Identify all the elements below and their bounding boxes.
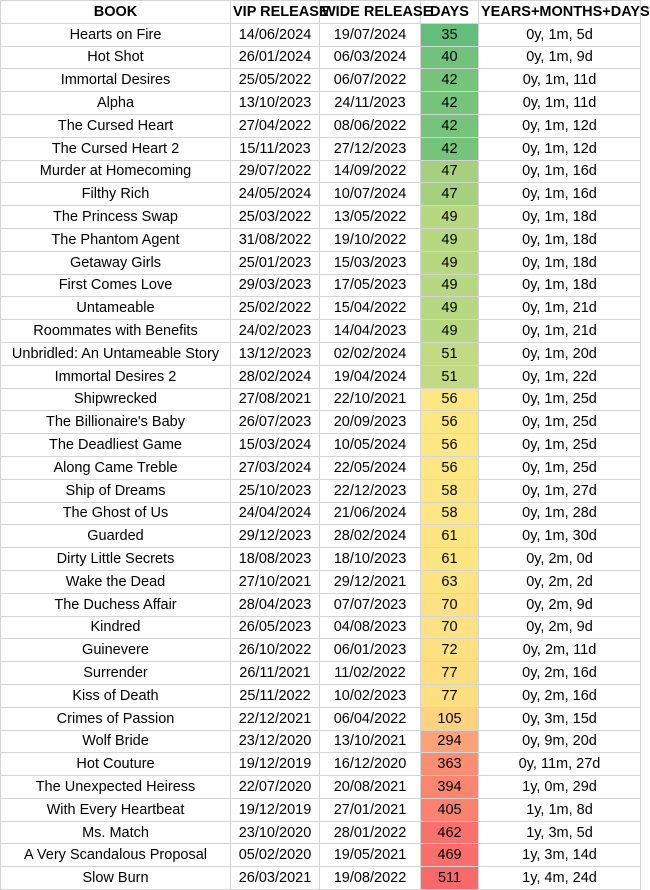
cell-wide-release[interactable]: 20/08/2021 [320, 776, 421, 799]
header-days[interactable]: DAYS [421, 1, 479, 24]
cell-years-months-days[interactable]: 0y, 1m, 16d [479, 160, 641, 183]
cell-years-months-days[interactable]: 0y, 1m, 18d [479, 206, 641, 229]
cell-vip-release[interactable]: 18/08/2023 [231, 548, 320, 571]
table-row [1, 411, 641, 434]
header-vip-release[interactable]: VIP RELEASE [231, 1, 320, 24]
cell-wide-release[interactable]: 18/10/2023 [320, 548, 421, 571]
cell-book[interactable]: Shipwrecked [1, 388, 231, 411]
cell-wide-release[interactable]: 27/01/2021 [320, 798, 421, 821]
cell-years-months-days[interactable]: 0y, 1m, 21d [479, 297, 641, 320]
cell-years-months-days[interactable]: 0y, 9m, 20d [479, 730, 641, 753]
table-row [1, 388, 641, 411]
table-row [1, 206, 641, 229]
cell-years-months-days[interactable]: 0y, 1m, 5d [479, 23, 641, 46]
cell-book[interactable]: Getaway Girls [1, 251, 231, 274]
cell-vip-release[interactable]: 27/03/2024 [231, 456, 320, 479]
cell-days[interactable]: 42 [421, 69, 479, 92]
cell-years-months-days[interactable]: 0y, 1m, 25d [479, 434, 641, 457]
cell-years-months-days[interactable]: 1y, 3m, 14d [479, 844, 641, 867]
table-row [1, 183, 641, 206]
cell-vip-release[interactable]: 25/01/2023 [231, 251, 320, 274]
table-row [1, 46, 641, 69]
table-row [1, 502, 641, 525]
cell-vip-release[interactable]: 26/07/2023 [231, 411, 320, 434]
cell-vip-release[interactable]: 22/12/2021 [231, 707, 320, 730]
cell-vip-release[interactable]: 26/03/2021 [231, 867, 320, 890]
cell-years-months-days[interactable]: 0y, 2m, 16d [479, 662, 641, 685]
table-row [1, 342, 641, 365]
cell-book[interactable]: Untameable [1, 297, 231, 320]
table-row [1, 570, 641, 593]
cell-years-months-days[interactable]: 0y, 1m, 11d [479, 69, 641, 92]
table-row [1, 798, 641, 821]
table-row [1, 662, 641, 685]
table-row [1, 525, 641, 548]
cell-vip-release[interactable]: 26/10/2022 [231, 639, 320, 662]
cell-book[interactable]: Hot Couture [1, 753, 231, 776]
cell-years-months-days[interactable]: 0y, 1m, 16d [479, 183, 641, 206]
table-row [1, 548, 641, 571]
cell-vip-release[interactable]: 15/03/2024 [231, 434, 320, 457]
cell-years-months-days[interactable]: 1y, 3m, 5d [479, 821, 641, 844]
cell-days[interactable]: 72 [421, 639, 479, 662]
cell-years-months-days[interactable]: 0y, 1m, 25d [479, 411, 641, 434]
cell-years-months-days[interactable]: 0y, 1m, 18d [479, 228, 641, 251]
cell-book[interactable]: The Deadliest Game [1, 434, 231, 457]
cell-days[interactable]: 77 [421, 684, 479, 707]
cell-book[interactable]: Hearts on Fire [1, 23, 231, 46]
table-row [1, 114, 641, 137]
cell-wide-release[interactable]: 06/01/2023 [320, 639, 421, 662]
cell-days[interactable]: 294 [421, 730, 479, 753]
cell-vip-release[interactable]: 13/12/2023 [231, 342, 320, 365]
cell-days[interactable]: 42 [421, 114, 479, 137]
cell-vip-release[interactable]: 19/12/2019 [231, 798, 320, 821]
cell-book[interactable]: With Every Heartbeat [1, 798, 231, 821]
cell-vip-release[interactable]: 13/10/2023 [231, 92, 320, 115]
cell-wide-release[interactable]: 13/10/2021 [320, 730, 421, 753]
cell-vip-release[interactable]: 29/07/2022 [231, 160, 320, 183]
cell-vip-release[interactable]: 26/05/2023 [231, 616, 320, 639]
cell-vip-release[interactable]: 25/05/2022 [231, 69, 320, 92]
cell-wide-release[interactable]: 19/04/2024 [320, 365, 421, 388]
table-row [1, 251, 641, 274]
cell-vip-release[interactable]: 28/04/2023 [231, 593, 320, 616]
cell-book[interactable]: Crimes of Passion [1, 707, 231, 730]
cell-book[interactable]: Murder at Homecoming [1, 160, 231, 183]
cell-wide-release[interactable]: 10/02/2023 [320, 684, 421, 707]
cell-book[interactable]: The Princess Swap [1, 206, 231, 229]
cell-days[interactable]: 49 [421, 297, 479, 320]
cell-years-months-days[interactable]: 0y, 2m, 9d [479, 616, 641, 639]
cell-vip-release[interactable]: 25/02/2022 [231, 297, 320, 320]
cell-days[interactable]: 56 [421, 388, 479, 411]
table-row [1, 776, 641, 799]
cell-vip-release[interactable]: 23/12/2020 [231, 730, 320, 753]
cell-wide-release[interactable]: 28/01/2022 [320, 821, 421, 844]
cell-years-months-days[interactable]: 0y, 2m, 0d [479, 548, 641, 571]
cell-wide-release[interactable]: 13/05/2022 [320, 206, 421, 229]
table-row [1, 137, 641, 160]
cell-wide-release[interactable]: 10/05/2024 [320, 434, 421, 457]
cell-wide-release[interactable]: 06/07/2022 [320, 69, 421, 92]
cell-days[interactable]: 77 [421, 662, 479, 685]
cell-days[interactable]: 49 [421, 206, 479, 229]
header-row [1, 1, 641, 24]
cell-days[interactable]: 42 [421, 137, 479, 160]
cell-book[interactable]: Alpha [1, 92, 231, 115]
table-row [1, 456, 641, 479]
cell-wide-release[interactable]: 27/12/2023 [320, 137, 421, 160]
cell-years-months-days[interactable]: 0y, 1m, 27d [479, 479, 641, 502]
cell-wide-release[interactable]: 17/05/2023 [320, 274, 421, 297]
cell-book[interactable]: The Cursed Heart [1, 114, 231, 137]
cell-wide-release[interactable]: 08/06/2022 [320, 114, 421, 137]
cell-book[interactable]: Wolf Bride [1, 730, 231, 753]
cell-vip-release[interactable]: 15/11/2023 [231, 137, 320, 160]
cell-years-months-days[interactable]: 1y, 4m, 24d [479, 867, 641, 890]
cell-days[interactable]: 56 [421, 411, 479, 434]
cell-days[interactable]: 35 [421, 23, 479, 46]
table-row [1, 160, 641, 183]
table-row [1, 730, 641, 753]
cell-days[interactable]: 363 [421, 753, 479, 776]
header-wide-release[interactable]: WIDE RELEASE [320, 1, 421, 24]
cell-years-months-days[interactable]: 0y, 1m, 12d [479, 114, 641, 137]
cell-book[interactable]: Kindred [1, 616, 231, 639]
cell-vip-release[interactable]: 22/07/2020 [231, 776, 320, 799]
cell-wide-release[interactable]: 19/10/2022 [320, 228, 421, 251]
cell-book[interactable]: A Very Scandalous Proposal [1, 844, 231, 867]
cell-vip-release[interactable]: 27/10/2021 [231, 570, 320, 593]
cell-vip-release[interactable]: 24/04/2024 [231, 502, 320, 525]
cell-days[interactable]: 49 [421, 228, 479, 251]
cell-vip-release[interactable]: 29/12/2023 [231, 525, 320, 548]
cell-days[interactable]: 462 [421, 821, 479, 844]
cell-wide-release[interactable]: 02/02/2024 [320, 342, 421, 365]
cell-book[interactable]: Unbridled: An Untameable Story [1, 342, 231, 365]
cell-days[interactable]: 70 [421, 593, 479, 616]
cell-wide-release[interactable]: 21/06/2024 [320, 502, 421, 525]
cell-vip-release[interactable]: 25/11/2022 [231, 684, 320, 707]
table-row [1, 365, 641, 388]
cell-book[interactable]: Immortal Desires 2 [1, 365, 231, 388]
cell-book[interactable]: The Billionaire's Baby [1, 411, 231, 434]
cell-years-months-days[interactable]: 0y, 1m, 11d [479, 92, 641, 115]
cell-years-months-days[interactable]: 0y, 1m, 18d [479, 251, 641, 274]
cell-years-months-days[interactable]: 0y, 2m, 9d [479, 593, 641, 616]
cell-years-months-days[interactable]: 0y, 1m, 25d [479, 456, 641, 479]
cell-years-months-days[interactable]: 0y, 1m, 9d [479, 46, 641, 69]
header-book[interactable]: BOOK [1, 1, 231, 24]
table-row [1, 639, 641, 662]
cell-days[interactable]: 51 [421, 342, 479, 365]
cell-wide-release[interactable]: 22/12/2023 [320, 479, 421, 502]
cell-years-months-days[interactable]: 0y, 3m, 15d [479, 707, 641, 730]
cell-book[interactable]: Filthy Rich [1, 183, 231, 206]
table-row [1, 274, 641, 297]
cell-days[interactable]: 56 [421, 456, 479, 479]
cell-book[interactable]: Along Came Treble [1, 456, 231, 479]
table-row [1, 707, 641, 730]
cell-days[interactable]: 511 [421, 867, 479, 890]
cell-years-months-days[interactable]: 0y, 1m, 22d [479, 365, 641, 388]
table-row [1, 479, 641, 502]
cell-years-months-days[interactable]: 0y, 2m, 11d [479, 639, 641, 662]
cell-days[interactable]: 40 [421, 46, 479, 69]
cell-wide-release[interactable]: 19/08/2022 [320, 867, 421, 890]
cell-years-months-days[interactable]: 0y, 1m, 28d [479, 502, 641, 525]
cell-vip-release[interactable]: 26/01/2024 [231, 46, 320, 69]
cell-days[interactable]: 42 [421, 92, 479, 115]
cell-days[interactable]: 70 [421, 616, 479, 639]
cell-days[interactable]: 56 [421, 434, 479, 457]
cell-years-months-days[interactable]: 0y, 1m, 12d [479, 137, 641, 160]
cell-wide-release[interactable]: 07/07/2023 [320, 593, 421, 616]
cell-wide-release[interactable]: 20/09/2023 [320, 411, 421, 434]
cell-wide-release[interactable]: 11/02/2022 [320, 662, 421, 685]
cell-years-months-days[interactable]: 0y, 1m, 20d [479, 342, 641, 365]
cell-book[interactable]: Hot Shot [1, 46, 231, 69]
cell-days[interactable]: 405 [421, 798, 479, 821]
cell-wide-release[interactable]: 28/02/2024 [320, 525, 421, 548]
table-row [1, 320, 641, 343]
cell-wide-release[interactable]: 19/05/2021 [320, 844, 421, 867]
cell-wide-release[interactable]: 29/12/2021 [320, 570, 421, 593]
cell-days[interactable]: 49 [421, 320, 479, 343]
cell-wide-release[interactable]: 14/09/2022 [320, 160, 421, 183]
cell-years-months-days[interactable]: 0y, 2m, 16d [479, 684, 641, 707]
cell-vip-release[interactable]: 25/03/2022 [231, 206, 320, 229]
cell-book[interactable]: Ms. Match [1, 821, 231, 844]
cell-book[interactable]: Wake the Dead [1, 570, 231, 593]
cell-days[interactable]: 47 [421, 160, 479, 183]
table-row [1, 92, 641, 115]
table-row [1, 228, 641, 251]
cell-book[interactable]: The Phantom Agent [1, 228, 231, 251]
table-row [1, 297, 641, 320]
cell-years-months-days[interactable]: 0y, 1m, 30d [479, 525, 641, 548]
table-row [1, 753, 641, 776]
table-row [1, 616, 641, 639]
cell-book[interactable]: Slow Burn [1, 867, 231, 890]
cell-days[interactable]: 47 [421, 183, 479, 206]
cell-years-months-days[interactable]: 1y, 0m, 29d [479, 776, 641, 799]
cell-years-months-days[interactable]: 0y, 11m, 27d [479, 753, 641, 776]
cell-book[interactable]: Dirty Little Secrets [1, 548, 231, 571]
cell-vip-release[interactable]: 24/05/2024 [231, 183, 320, 206]
table-row [1, 867, 641, 890]
cell-book[interactable]: Guarded [1, 525, 231, 548]
cell-wide-release[interactable]: 06/03/2024 [320, 46, 421, 69]
cell-wide-release[interactable]: 06/04/2022 [320, 707, 421, 730]
table-row [1, 684, 641, 707]
cell-wide-release[interactable]: 24/11/2023 [320, 92, 421, 115]
cell-book[interactable]: First Comes Love [1, 274, 231, 297]
cell-vip-release[interactable]: 05/02/2020 [231, 844, 320, 867]
cell-vip-release[interactable]: 24/02/2023 [231, 320, 320, 343]
cell-wide-release[interactable]: 10/07/2024 [320, 183, 421, 206]
cell-days[interactable]: 105 [421, 707, 479, 730]
cell-vip-release[interactable]: 28/02/2024 [231, 365, 320, 388]
cell-days[interactable]: 58 [421, 502, 479, 525]
cell-book[interactable]: The Duchess Affair [1, 593, 231, 616]
cell-book[interactable]: The Cursed Heart 2 [1, 137, 231, 160]
cell-wide-release[interactable]: 22/05/2024 [320, 456, 421, 479]
cell-years-months-days[interactable]: 0y, 1m, 21d [479, 320, 641, 343]
cell-wide-release[interactable]: 19/07/2024 [320, 23, 421, 46]
cell-days[interactable]: 58 [421, 479, 479, 502]
table-row [1, 69, 641, 92]
cell-days[interactable]: 49 [421, 274, 479, 297]
cell-book[interactable]: Surrender [1, 662, 231, 685]
cell-vip-release[interactable]: 23/10/2020 [231, 821, 320, 844]
cell-book[interactable]: The Unexpected Heiress [1, 776, 231, 799]
cell-book[interactable]: Kiss of Death [1, 684, 231, 707]
cell-years-months-days[interactable]: 0y, 1m, 25d [479, 388, 641, 411]
table-row [1, 434, 641, 457]
cell-vip-release[interactable]: 26/11/2021 [231, 662, 320, 685]
cell-wide-release[interactable]: 15/03/2023 [320, 251, 421, 274]
cell-days[interactable]: 61 [421, 525, 479, 548]
cell-vip-release[interactable]: 19/12/2019 [231, 753, 320, 776]
cell-years-months-days[interactable]: 1y, 1m, 8d [479, 798, 641, 821]
cell-days[interactable]: 51 [421, 365, 479, 388]
cell-book[interactable]: The Ghost of Us [1, 502, 231, 525]
cell-book[interactable]: Ship of Dreams [1, 479, 231, 502]
cell-wide-release[interactable]: 15/04/2022 [320, 297, 421, 320]
table-row [1, 844, 641, 867]
cell-book[interactable]: Guinevere [1, 639, 231, 662]
cell-years-months-days[interactable]: 0y, 1m, 18d [479, 274, 641, 297]
cell-vip-release[interactable]: 31/08/2022 [231, 228, 320, 251]
cell-wide-release[interactable]: 22/10/2021 [320, 388, 421, 411]
cell-days[interactable]: 394 [421, 776, 479, 799]
table-row [1, 821, 641, 844]
table-row [1, 23, 641, 46]
cell-book[interactable]: Roommates with Benefits [1, 320, 231, 343]
cell-vip-release[interactable]: 25/10/2023 [231, 479, 320, 502]
cell-wide-release[interactable]: 16/12/2020 [320, 753, 421, 776]
cell-vip-release[interactable]: 27/04/2022 [231, 114, 320, 137]
cell-vip-release[interactable]: 29/03/2023 [231, 274, 320, 297]
cell-years-months-days[interactable]: 0y, 2m, 2d [479, 570, 641, 593]
cell-vip-release[interactable]: 27/08/2021 [231, 388, 320, 411]
cell-book[interactable]: Immortal Desires [1, 69, 231, 92]
cell-wide-release[interactable]: 04/08/2023 [320, 616, 421, 639]
cell-wide-release[interactable]: 14/04/2023 [320, 320, 421, 343]
cell-days[interactable]: 49 [421, 251, 479, 274]
table-body [1, 23, 641, 889]
table-row [1, 593, 641, 616]
cell-vip-release[interactable]: 14/06/2024 [231, 23, 320, 46]
header-years-months-days[interactable]: YEARS+MONTHS+DAYS [479, 1, 641, 24]
cell-days[interactable]: 469 [421, 844, 479, 867]
cell-days[interactable]: 61 [421, 548, 479, 571]
cell-days[interactable]: 63 [421, 570, 479, 593]
